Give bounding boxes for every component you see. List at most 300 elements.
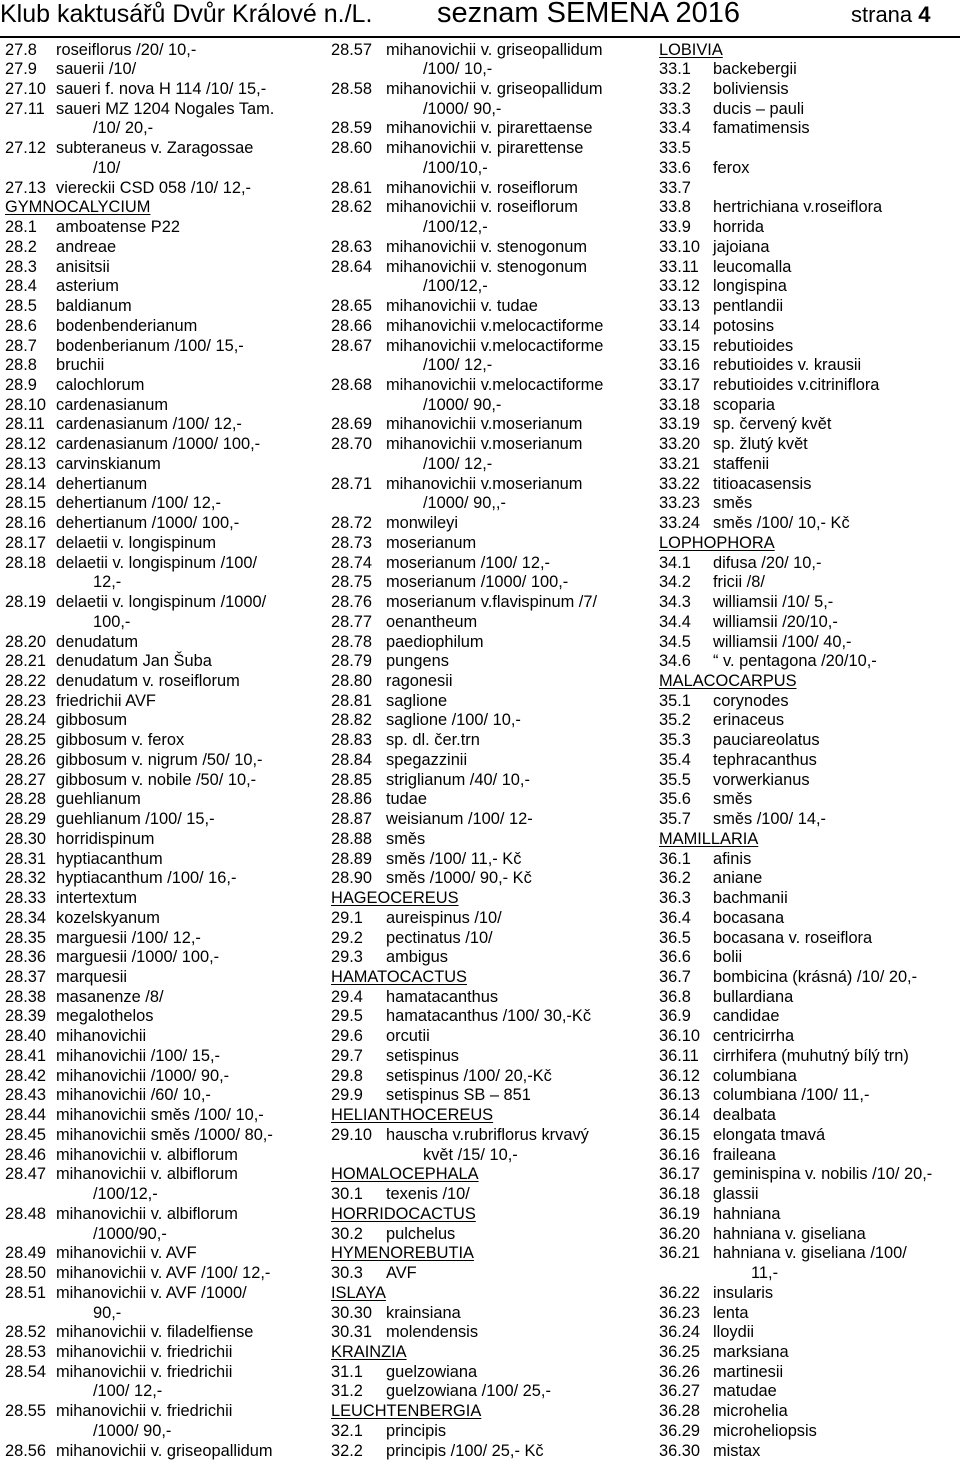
seed-entry-name: krainsiana [386, 1303, 461, 1322]
seed-entry-number: 28.86 [331, 790, 373, 809]
seed-entry [5, 415, 325, 435]
seed-entry-continuation [659, 1264, 959, 1284]
seed-entry-continuation-text: /1000/90,- [93, 1224, 167, 1243]
seed-entry-name: cardenasianum [56, 395, 169, 414]
seed-entry-number: 35.6 [659, 790, 691, 809]
seed-entry [5, 751, 325, 771]
seed-entry-number: 28.4 [5, 277, 37, 296]
seed-entry-continuation [331, 60, 656, 80]
seed-entry [659, 455, 959, 475]
seed-entry-name: bocasana [713, 908, 785, 927]
seed-entry [659, 573, 959, 593]
seed-entry-name: sp. žlutý květ [713, 435, 808, 454]
seed-entry-continuation [5, 119, 325, 139]
seed-entry-name: mihanovichii v. albiflorum [56, 1145, 238, 1164]
seed-entry-number: 28.7 [5, 336, 37, 355]
seed-entry-name: mihanovichii v. AVF [56, 1244, 197, 1263]
genus-heading: HELIANTHOCEREUS [331, 1106, 494, 1125]
seed-entry-name: saueri f. nova H 114 /10/ 15,- [56, 79, 267, 98]
seed-entry [5, 869, 325, 889]
seed-entry-number: 28.59 [331, 119, 373, 138]
seed-entry-name: weisianum /100/ 12- [386, 810, 533, 829]
seed-entry [5, 672, 325, 692]
seed-entry [331, 337, 656, 357]
seed-entry-name: ambigus [386, 948, 448, 967]
seed-entry [5, 929, 325, 949]
seed-entry [331, 948, 656, 968]
seed-entry-name: mihanovichii směs /100/ 10,- [56, 1106, 264, 1125]
seed-entry [5, 435, 325, 455]
seed-entry [5, 711, 325, 731]
seed-entry [331, 692, 656, 712]
seed-entry-name: carvinskianum [56, 454, 161, 473]
seed-entry-name: glassii [713, 1185, 759, 1204]
seed-entry [659, 258, 959, 278]
seed-entry [331, 198, 656, 218]
seed-entry [5, 376, 325, 396]
seed-entry [5, 277, 325, 297]
seed-entry-number: 28.14 [5, 474, 47, 493]
seed-entry-number: 28.52 [5, 1323, 47, 1342]
seed-entry [331, 238, 656, 258]
seed-entry-number: 28.47 [5, 1165, 47, 1184]
seed-entry-number: 28.57 [331, 40, 373, 59]
seed-entry-number: 28.76 [331, 593, 373, 612]
seed-entry-name: centricirrha [713, 1027, 795, 1046]
genus-heading-row [331, 1343, 656, 1363]
seed-entry-number: 28.22 [5, 672, 47, 690]
seed-entry-number: 34.6 [659, 652, 691, 671]
seed-entry-name: delaetii v. longispinum /1000/ [56, 593, 267, 612]
seed-entry [331, 435, 656, 455]
seed-entry [331, 751, 656, 771]
seed-entry-number: 28.69 [331, 415, 373, 434]
seed-entry [5, 771, 325, 791]
seed-entry-number: 28.85 [331, 770, 373, 789]
seed-entry-number: 28.64 [331, 257, 373, 276]
seed-entry [5, 514, 325, 534]
seed-entry [659, 1007, 959, 1027]
seed-entry-name: rebutioides v. krausii [713, 356, 862, 375]
genus-heading-row [331, 968, 656, 988]
seed-entry-continuation-text: /100/12,- [423, 277, 488, 296]
genus-heading: HYMENOREBUTIA [331, 1244, 474, 1263]
seed-entry-number: 28.34 [5, 908, 47, 927]
seed-entry-number: 28.26 [5, 750, 47, 769]
seed-entry-number: 33.18 [659, 395, 701, 414]
seed-entry-name: williamsii /20/10,- [713, 612, 838, 631]
seed-entry-name: ferox [713, 158, 750, 177]
seed-entry [5, 830, 325, 850]
seed-entry-name: sp. červený květ [713, 415, 832, 434]
seed-entry-name: guelzowiana [386, 1362, 478, 1381]
seed-entry-continuation-text: 90,- [93, 1303, 122, 1322]
genus-heading-row [659, 534, 959, 554]
seed-entry [5, 790, 325, 810]
seed-entry-name: candidae [713, 1007, 780, 1026]
seed-entry-number: 28.27 [5, 770, 47, 789]
seed-entry-continuation-text: /1000/ 90,- [423, 395, 502, 414]
seed-entry-number: 36.6 [659, 948, 691, 967]
seed-entry-name: gibbosum v. nobile /50/ 10,- [56, 770, 257, 789]
seed-entry-name: striglianum /40/ 10,- [386, 770, 530, 789]
seed-entry-name: guehlianum [56, 790, 141, 809]
seed-entry [659, 790, 959, 810]
seed-entry [331, 1027, 656, 1047]
seed-entry-number: 28.38 [5, 987, 47, 1006]
seed-entry [5, 297, 325, 317]
seed-entry-number: 28.29 [5, 810, 47, 829]
seed-entry-number: 28.61 [331, 178, 373, 197]
seed-entry-number: 30.2 [331, 1224, 363, 1243]
seed-entry-name: dehertianum /1000/ 100,- [56, 514, 240, 533]
seed-entry [331, 1086, 656, 1106]
seed-entry-name: corynodes [713, 691, 789, 710]
seed-entry-continuation-text: /100/ 12,- [423, 454, 493, 473]
seed-entry-name: andreae [56, 237, 117, 256]
seed-entry-number: 35.5 [659, 770, 691, 789]
seed-entry-number: 28.60 [331, 139, 373, 158]
seed-entry-number: 36.23 [659, 1303, 701, 1322]
genus-heading: KRAINZIA [331, 1342, 407, 1361]
seed-entry-name: microhelia [713, 1402, 788, 1421]
page-indicator [851, 0, 931, 30]
seed-entry-name: mihanovichii v.melocactiforme [386, 375, 604, 394]
seed-entry-number: 36.16 [659, 1145, 701, 1164]
seed-entry-number: 28.24 [5, 711, 47, 730]
seed-entry-name: bocasana v. roseiflora [713, 928, 873, 947]
seed-entry-name: mihanovichii v. tudae [386, 297, 538, 316]
seed-entry-continuation [331, 396, 656, 416]
seed-entry-continuation-text: /100/10,- [423, 158, 488, 177]
seed-entry-continuation [5, 159, 325, 179]
seed-entry [659, 1382, 959, 1402]
seed-entry-name: friedrichii AVF [56, 691, 156, 710]
seed-entry-name: vorwerkianus [713, 770, 810, 789]
seed-entry [659, 1442, 959, 1462]
document-title: seznam SEMENA 2016 [437, 0, 741, 29]
seed-entry [659, 1185, 959, 1205]
seed-entry-number: 33.22 [659, 474, 701, 493]
seed-entry-number: 28.56 [5, 1441, 47, 1460]
page-number: 4 [918, 2, 931, 27]
seed-entry-name: mihanovichii /100/ 15,- [56, 1046, 220, 1065]
seed-entry-name: dehertianum /100/ 12,- [56, 494, 221, 513]
seed-entry [659, 1027, 959, 1047]
seed-entry-name: mihanovichii /60/ 10,- [56, 1086, 211, 1105]
seed-entry-name: hamatacanthus [386, 987, 499, 1006]
seed-entry [659, 988, 959, 1008]
seed-entry-number: 28.41 [5, 1046, 47, 1065]
seed-entry [331, 850, 656, 870]
seed-entry-continuation [5, 1382, 325, 1402]
seed-entry-name: mihanovichii v. friedrichii [56, 1362, 233, 1381]
seed-entry-name: ducis – pauli [713, 99, 805, 118]
seed-entry [5, 337, 325, 357]
seed-entry [331, 376, 656, 396]
seed-entry-number: 36.4 [659, 908, 691, 927]
seed-entry-number: 28.3 [5, 257, 37, 276]
seed-entry-number: 29.4 [331, 987, 363, 1006]
seed-entry-number: 28.66 [331, 316, 373, 335]
seed-entry [659, 1126, 959, 1146]
seed-entry-number: 34.1 [659, 553, 691, 572]
seed-entry-number: 28.50 [5, 1264, 47, 1283]
genus-heading: HAGEOCEREUS [331, 889, 459, 908]
seed-entry-number: 28.73 [331, 533, 373, 552]
seed-entry [659, 317, 959, 337]
seed-entry [331, 1363, 656, 1383]
seed-entry [659, 948, 959, 968]
seed-entry-name: williamsii /100/ 40,- [713, 632, 852, 651]
seed-entry [659, 80, 959, 100]
seed-entry [659, 692, 959, 712]
seed-entry [659, 1165, 959, 1185]
seed-entry-number: 36.30 [659, 1441, 701, 1460]
seed-entry-continuation [5, 1304, 325, 1324]
seed-entry-name: setispinus /100/ 20,-Kč [386, 1066, 552, 1085]
seed-entry-continuation-text: /1000/ 90,,- [423, 494, 506, 513]
seed-entry-name: elongata tmavá [713, 1125, 826, 1144]
seed-entry [331, 1422, 656, 1442]
seed-entry [5, 850, 325, 870]
seed-entry [331, 534, 656, 554]
seed-entry-number: 28.70 [331, 435, 373, 454]
seed-entry-number: 28.28 [5, 790, 47, 809]
seed-entry-number: 36.24 [659, 1323, 701, 1342]
seed-entry-name: marksiana [713, 1342, 789, 1361]
seed-entry-number: 28.88 [331, 829, 373, 848]
seed-entry-name: mihanovichii v. griseopallidum [386, 79, 603, 98]
seed-entry-number: 34.5 [659, 632, 691, 651]
seed-entry-number: 33.14 [659, 316, 701, 335]
seed-list-column-2 [331, 41, 656, 1462]
seed-entry-continuation-text: 100,- [93, 612, 131, 631]
seed-entry-number: 36.1 [659, 849, 691, 868]
seed-entry-number: 29.3 [331, 948, 363, 967]
seed-entry-name: mihanovichii v.melocactiforme [386, 336, 604, 355]
seed-entry-continuation [5, 613, 325, 633]
seed-entry [331, 771, 656, 791]
seed-entry-number: 29.5 [331, 1007, 363, 1026]
seed-entry [331, 830, 656, 850]
seed-entry [331, 810, 656, 830]
seed-entry-name: staffenii [713, 454, 770, 473]
seed-entry-name: difusa /20/ 10,- [713, 553, 822, 572]
seed-entry [659, 554, 959, 574]
seed-entry-name: insularis [713, 1283, 774, 1302]
seed-entry-name: pungens [386, 652, 449, 671]
seed-entry [5, 455, 325, 475]
seed-entry-number: 36.28 [659, 1402, 701, 1421]
seed-entry-name: “ v. pentagona /20/10,- [713, 652, 877, 671]
seed-entry-number: 28.8 [5, 356, 37, 375]
seed-entry [5, 1442, 325, 1462]
seed-entry-name: guelzowiana /100/ 25,- [386, 1382, 551, 1401]
seed-entry-number: 33.17 [659, 375, 701, 394]
seed-entry-name: mihanovichii v. albiflorum [56, 1204, 238, 1223]
seed-entry [331, 297, 656, 317]
seed-entry [659, 139, 959, 159]
seed-entry-name: leucomalla [713, 257, 792, 276]
seed-entry-number: 28.16 [5, 514, 47, 533]
genus-heading: MAMILLARIA [659, 829, 759, 848]
seed-entry [5, 554, 325, 574]
seed-entry [5, 1244, 325, 1264]
seed-entry-number: 28.80 [331, 672, 373, 690]
seed-entry [5, 909, 325, 929]
seed-entry-name: hyptiacanthum [56, 849, 163, 868]
seed-entry [331, 869, 656, 889]
seed-entry-name: backebergii [713, 60, 797, 79]
seed-entry-name: mihanovichii v. pirarettense [386, 139, 584, 158]
seed-entry [659, 396, 959, 416]
seed-entry-name: microheliopsis [713, 1421, 817, 1440]
seed-entry-number: 36.9 [659, 1007, 691, 1026]
seed-entry [5, 810, 325, 830]
seed-entry-number: 28.62 [331, 198, 373, 217]
seed-entry-number: 35.7 [659, 810, 691, 829]
seed-entry-number: 28.17 [5, 533, 47, 552]
seed-entry-number: 29.7 [331, 1046, 363, 1065]
seed-entry-number: 28.21 [5, 652, 47, 671]
seed-entry-name: pentlandii [713, 297, 784, 316]
seed-entry-name: fraileana [713, 1145, 776, 1164]
seed-entry-name: principis /100/ 25,- Kč [386, 1441, 544, 1460]
genus-heading: HORRIDOCACTUS [331, 1204, 476, 1223]
seed-entry [659, 751, 959, 771]
seed-entry-number: 28.81 [331, 691, 373, 710]
seed-entry [331, 909, 656, 929]
genus-heading-row [331, 1402, 656, 1422]
seed-entry-name: intertextum [56, 889, 138, 908]
seed-entry [659, 494, 959, 514]
seed-entry [5, 633, 325, 653]
seed-entry-name: spegazzinii [386, 750, 468, 769]
seed-entry-name: mihanovichii v. griseopallidum [386, 40, 603, 59]
seed-entry [5, 494, 325, 514]
genus-heading: HAMATOCACTUS [331, 968, 467, 987]
seed-entry [5, 1106, 325, 1126]
seed-entry [5, 1323, 325, 1343]
seed-entry-number: 27.12 [5, 139, 47, 158]
seed-entry-name: moserianum v.flavispinum /7/ [386, 593, 598, 612]
seed-entry-number: 28.87 [331, 810, 373, 829]
seed-entry-number: 36.7 [659, 968, 691, 987]
seed-entry-name: pulchelus [386, 1224, 456, 1243]
seed-entry-name: amboatense P22 [56, 218, 180, 237]
seed-entry-name: marguesii /1000/ 100,- [56, 948, 220, 967]
seed-entry-name: směs /100/ 10,- Kč [713, 514, 850, 533]
seed-entry-name: saglione /100/ 10,- [386, 711, 521, 730]
seed-entry [5, 1067, 325, 1087]
seed-entry [659, 100, 959, 120]
seed-entry-name: calochlorum [56, 375, 145, 394]
seed-entry-number: 32.2 [331, 1441, 363, 1460]
genus-heading: LOPHOPHORA [659, 533, 775, 552]
seed-entry-continuation [5, 1422, 325, 1442]
page-label: strana [851, 2, 913, 27]
seed-entry-number: 33.3 [659, 99, 691, 118]
seed-entry-name: bodenbenderianum [56, 316, 198, 335]
seed-entry-name: baldianum [56, 297, 132, 316]
seed-entry-number: 28.44 [5, 1106, 47, 1125]
seed-entry-number: 36.11 [659, 1046, 699, 1065]
seed-entry-continuation-text: /100/12,- [93, 1185, 158, 1204]
seed-entry-name: sp. dl. čer.trn [386, 731, 480, 750]
seed-entry-name: geminispina v. nobilis /10/ 20,- [713, 1165, 933, 1184]
seed-entry [5, 1086, 325, 1106]
seed-entry [5, 593, 325, 613]
seed-entry-continuation-text: květ /15/ 10,- [423, 1145, 518, 1164]
genus-heading-row [331, 1205, 656, 1225]
seed-entry-name: orcutii [386, 1027, 430, 1046]
seed-entry-name: boliviensis [713, 79, 789, 98]
seed-entry-name: sauerii /10/ [56, 60, 137, 79]
seed-entry-continuation-text: /100/ 12,- [423, 356, 493, 375]
genus-heading-row [331, 1284, 656, 1304]
seed-entry [331, 80, 656, 100]
seed-entry-name: masanenze /8/ [56, 987, 164, 1006]
seed-entry [659, 475, 959, 495]
seed-entry [659, 1363, 959, 1383]
seed-entry-name: mihanovichii v.melocactiforme [386, 316, 604, 335]
seed-entry-name: famatimensis [713, 119, 810, 138]
seed-entry-name: hahniana [713, 1204, 781, 1223]
genus-heading-row [331, 1165, 656, 1185]
seed-entry [5, 317, 325, 337]
seed-entry [5, 1047, 325, 1067]
seed-entry [331, 672, 656, 692]
seed-entry-number: 36.26 [659, 1362, 701, 1381]
seed-entry-number: 33.21 [659, 454, 701, 473]
seed-entry-number: 28.78 [331, 632, 373, 651]
seed-entry-number: 36.12 [659, 1066, 701, 1085]
seed-entry [331, 139, 656, 159]
seed-entry [5, 356, 325, 376]
seed-entry [659, 810, 959, 830]
seed-entry-number: 30.30 [331, 1303, 373, 1322]
seed-entry-name: guehlianum /100/ 15,- [56, 810, 215, 829]
seed-entry-number: 28.35 [5, 928, 47, 947]
seed-entry [659, 159, 959, 179]
seed-entry-number: 33.8 [659, 198, 691, 217]
genus-heading: HOMALOCEPHALA [331, 1165, 479, 1184]
seed-entry [659, 1244, 959, 1264]
seed-entry-name: jajoiana [713, 237, 770, 256]
seed-entry [5, 218, 325, 238]
seed-entry-name: hertrichiana v.roseiflora [713, 198, 883, 217]
seed-entry-number: 28.90 [331, 869, 373, 888]
seed-entry-number: 36.25 [659, 1342, 701, 1361]
seed-entry-number: 36.14 [659, 1106, 701, 1125]
seed-entry-name: mihanovichii /1000/ 90,- [56, 1066, 230, 1085]
seed-entry-number: 33.20 [659, 435, 701, 454]
seed-entry-name: megalothelos [56, 1007, 154, 1026]
seed-entry-number: 36.19 [659, 1204, 701, 1223]
seed-entry-number: 28.2 [5, 237, 37, 256]
seed-entry [659, 1225, 959, 1245]
seed-entry-number: 32.1 [331, 1421, 363, 1440]
seed-entry-name: mihanovichii v.moserianum [386, 415, 583, 434]
seed-entry [331, 258, 656, 278]
seed-entry [331, 988, 656, 1008]
seed-entry-number: 29.10 [331, 1125, 373, 1144]
seed-entry-number: 28.31 [5, 849, 47, 868]
seed-entry-number: 28.82 [331, 711, 373, 730]
seed-entry-number: 33.1 [659, 60, 691, 79]
genus-heading-row [331, 889, 656, 909]
